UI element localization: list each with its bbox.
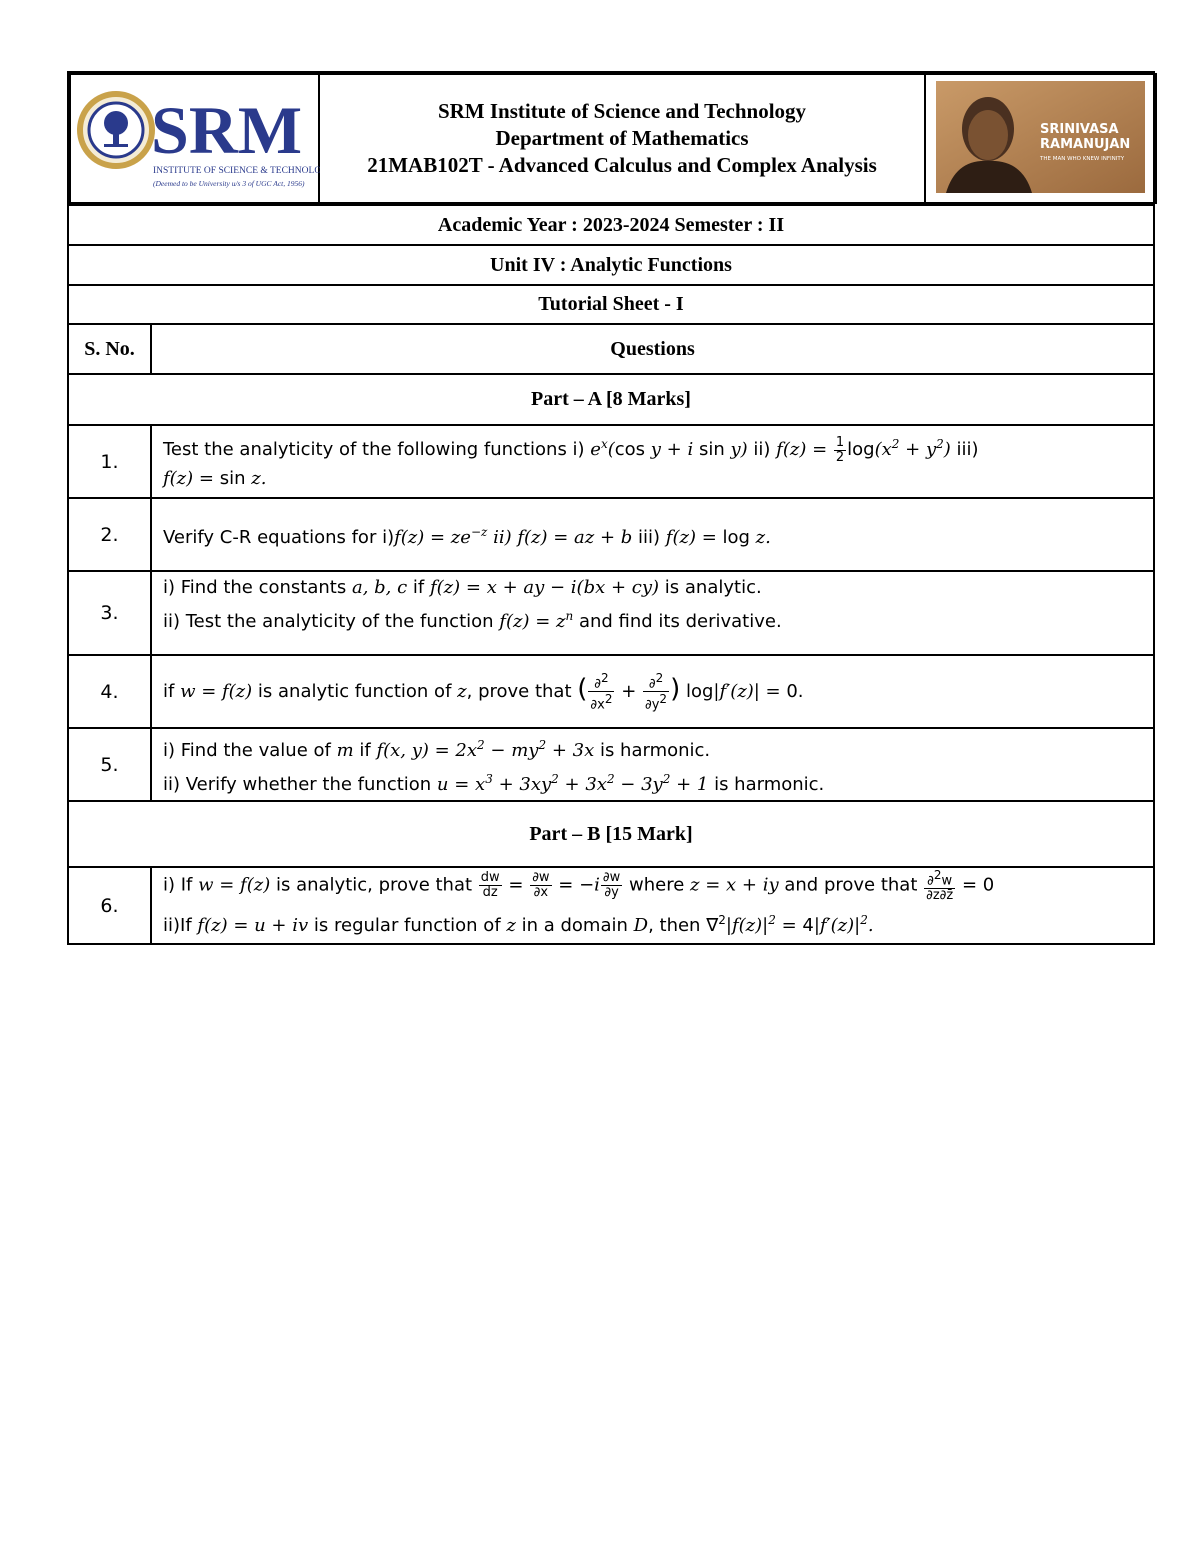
questions-table	[67, 71, 1155, 945]
question-text: if w = f(z) is analytic function of z, prove that ( $\frac{\partial^2}{\partial x^2}$ + $\frac{\partial^2}{\partial y^2}$ ) log|f′(z)| = 0.	[151, 655, 1154, 728]
banner-name-line2: RAMANUJAN	[1040, 137, 1131, 152]
course-title-block	[319, 74, 925, 203]
question-text: i) Find the value of m if f(x, $y) = 2x^2 - my^2 + 3x$ is harmonic. ii) Verify whether the function $u = x^3 + 3xy^2 + 3x^2 - 3y^2 + 1$ is harmonic.	[151, 728, 1154, 801]
question-number: 3.	[68, 571, 151, 655]
unit-title: Unit IV : Analytic Functions	[68, 245, 1154, 285]
question-text: i) If w = f(z) is analytic, prove that $\frac{dw}{dz}$ = $\frac{\partial w}{\partial x}$ = −i $\frac{\partial w}{\partial y}$ where z = x + iy and prove that $\frac{\partial^2w}{\partial z\partial z̄}$ = 0 ii)If f(z) = u + iv is regular function of z in a domain D, then $\nabla^2|f(z)|^2 = 4|f'(z)|^2$.	[151, 867, 1154, 944]
institute-name: SRM Institute of Science and Technology	[437, 99, 807, 123]
question-text: i) Find the constants a, b, c if f(z) = x + ay − i(bx + cy) is analytic. ii) Test the analyticity of the function $f(z) = z^n$ and find its derivative.	[151, 571, 1154, 655]
srm-seal-icon	[71, 75, 320, 197]
question-number: 2.	[68, 498, 151, 571]
ramanujan-portrait-icon	[936, 81, 1145, 193]
question-text: Test the analyticity of the following functions i) $e^x(\cos$ y + i sin y) ii) f(z) = $\frac{1}{2}$ $\log(x^2 + y^2)$ iii) f(z) = sin z.	[151, 425, 1154, 498]
sheet-title: Tutorial Sheet - I	[68, 285, 1154, 324]
table-row	[68, 728, 1154, 801]
question-number: 4.	[68, 655, 151, 728]
svg-text:SRM: SRM	[151, 92, 303, 168]
question-number: 5.	[68, 728, 151, 801]
part-b-header: Part – B [15 Mark]	[68, 801, 1154, 867]
table-row	[68, 425, 1154, 498]
svg-text:INSTITUTE OF SCIENCE & TECHNOL: INSTITUTE OF SCIENCE & TECHNOLOGY	[153, 166, 320, 176]
academic-year: Academic Year : 2023-2024 Semester : II	[68, 205, 1154, 245]
question-number: 6.	[68, 867, 151, 944]
ramanujan-banner	[925, 74, 1156, 203]
sno-header: S. No.	[68, 324, 151, 374]
svg-text:(Deemed to be University u/s 3: (Deemed to be University u/s 3 of UGC Act, 1956)	[153, 179, 305, 188]
question-text: Verify C-R equations for $i)f(z) = ze^{-z}$ ii) f(z) = az + b iii) f(z) = log z.	[151, 498, 1154, 571]
questions-header: Questions	[151, 324, 1154, 374]
header-row	[68, 72, 1154, 205]
tutorial-sheet	[67, 71, 1153, 945]
table-row	[68, 655, 1154, 728]
banner-name-line1: SRINIVASA	[1040, 122, 1119, 137]
column-header-row	[68, 324, 1154, 374]
question-number: 1.	[68, 425, 151, 498]
course-name: 21MAB102T - Advanced Calculus and Complex Analysis	[367, 153, 877, 177]
srm-logo	[70, 74, 319, 203]
table-row	[68, 867, 1154, 944]
part-a-header: Part – A [8 Marks]	[68, 374, 1154, 425]
table-row	[68, 571, 1154, 655]
department-name: Department of Mathematics	[495, 126, 749, 150]
svg-text:THE MAN WHO KNEW INFINITY: THE MAN WHO KNEW INFINITY	[1040, 156, 1125, 162]
table-row	[68, 498, 1154, 571]
